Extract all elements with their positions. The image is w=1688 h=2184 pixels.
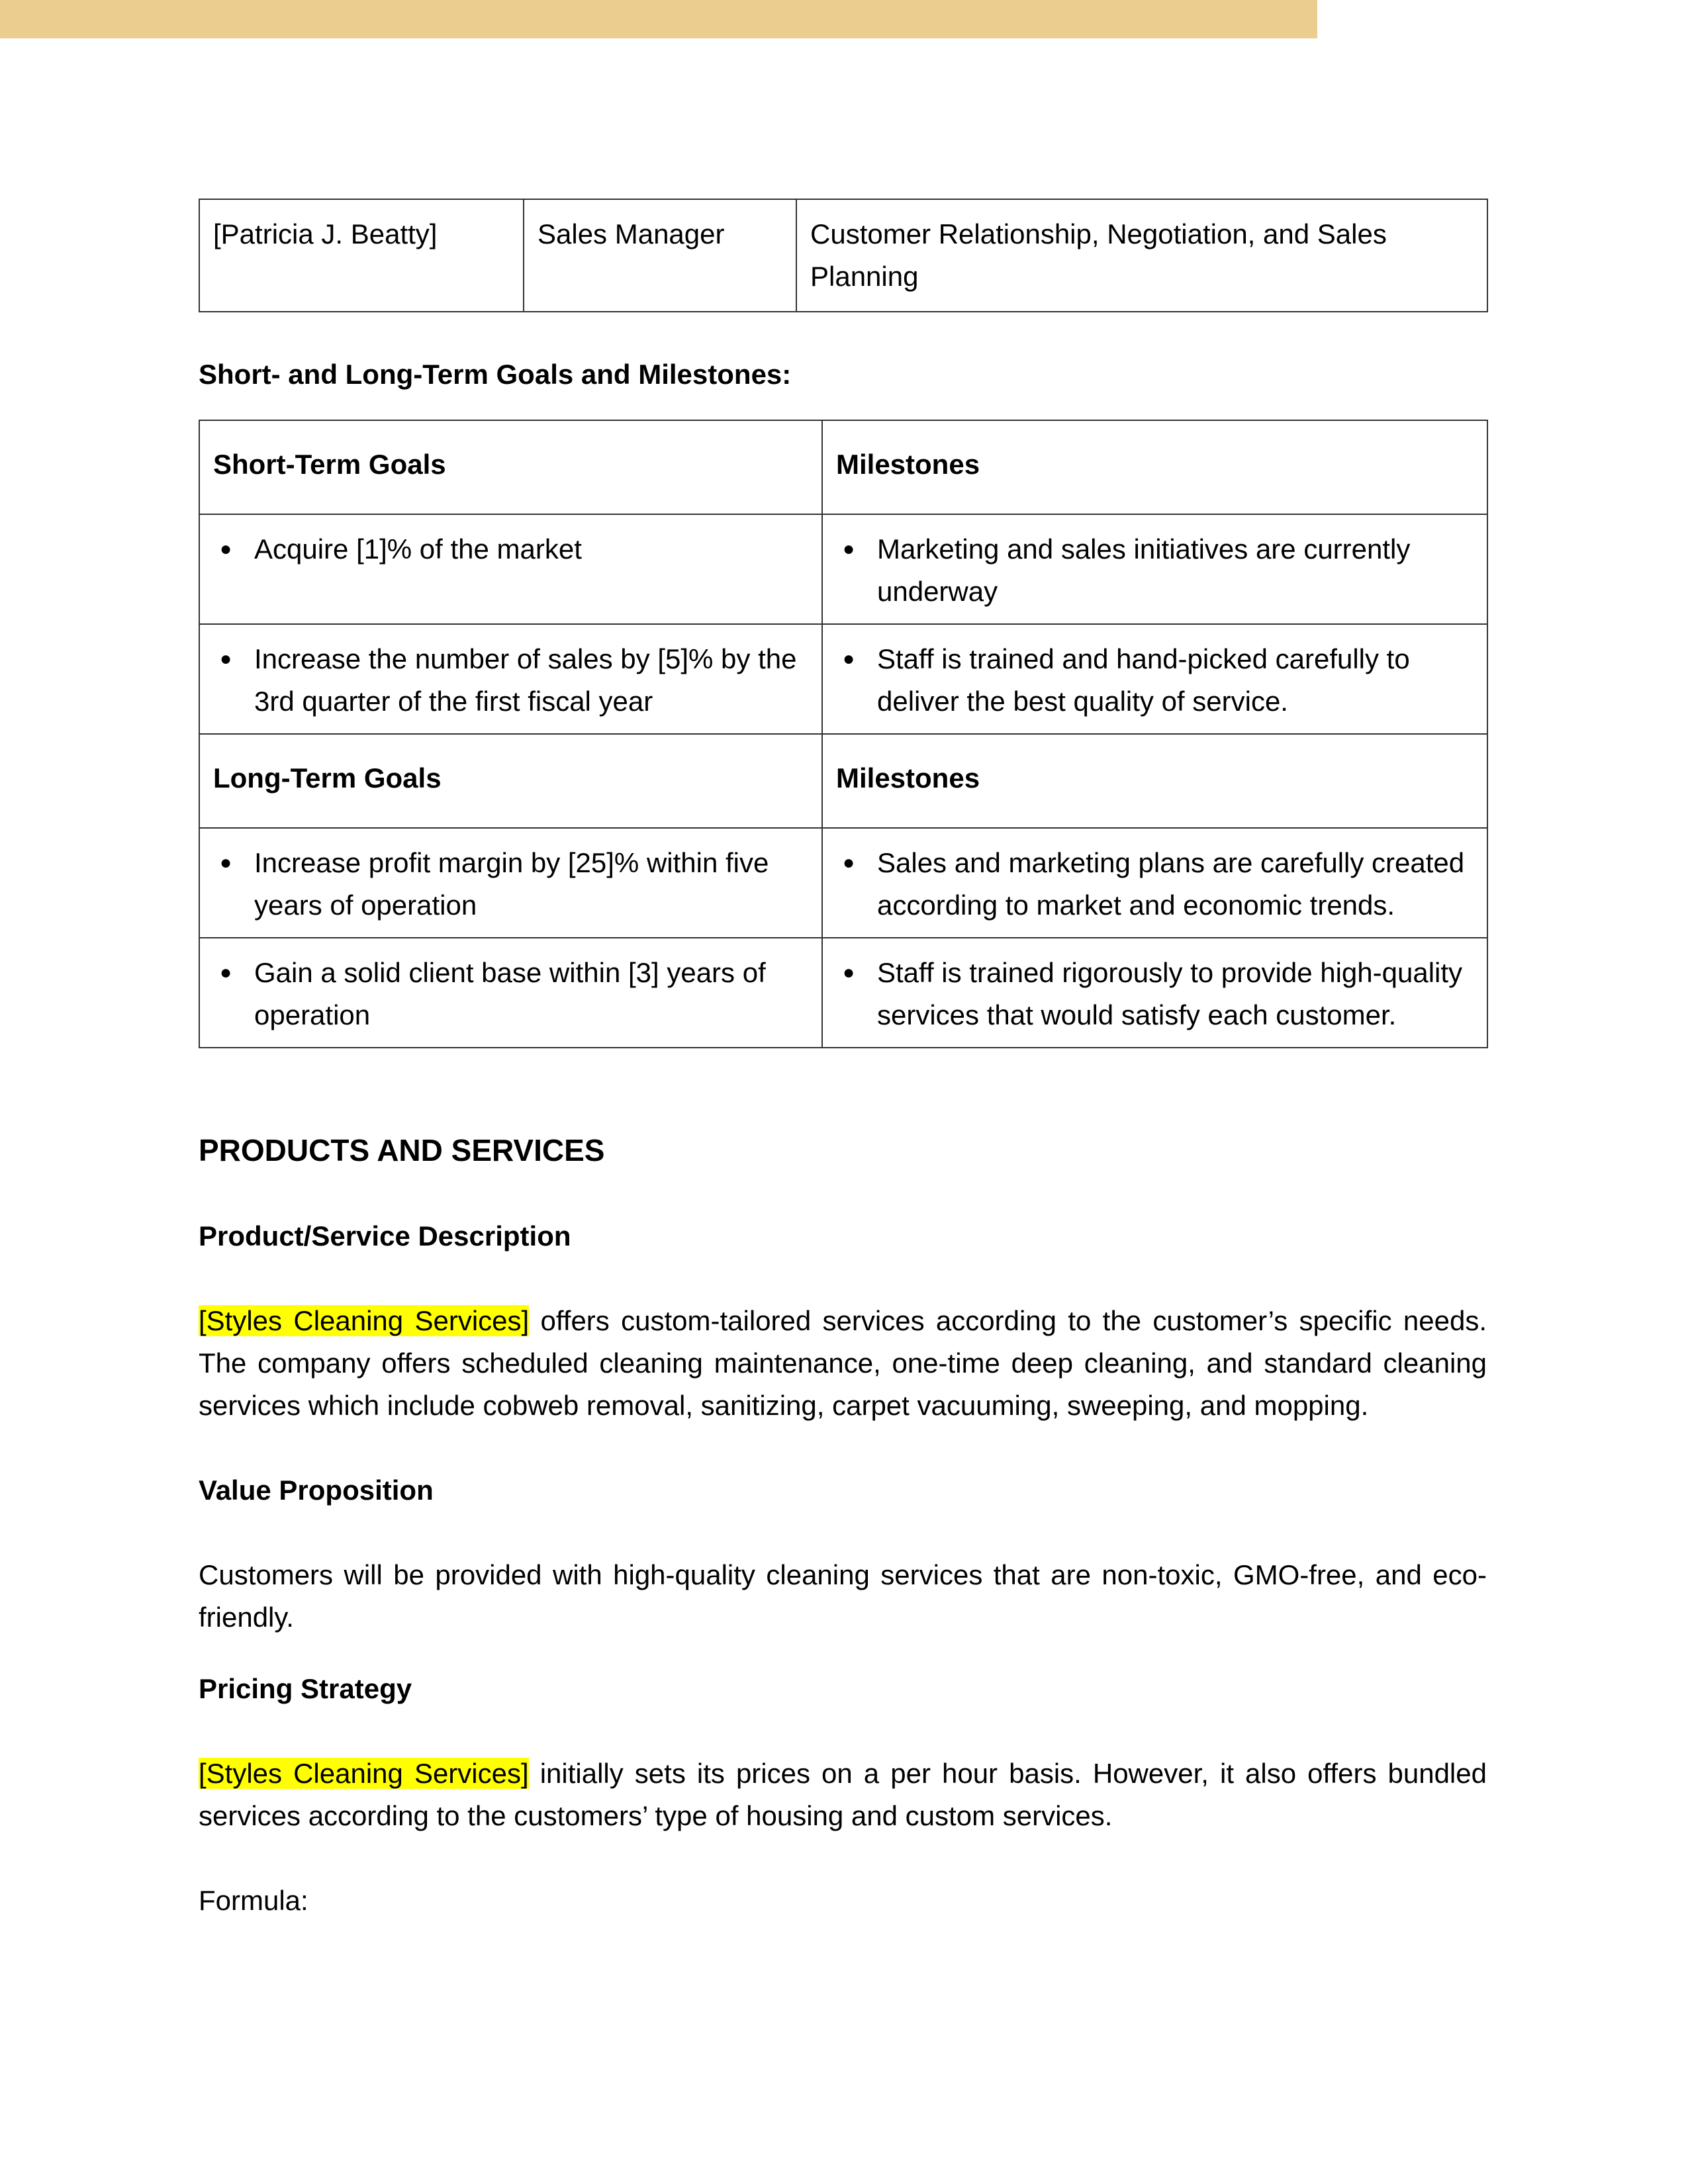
bullet-icon: ●	[843, 538, 855, 560]
team-table	[199, 199, 1488, 312]
bullet-icon: ●	[220, 648, 232, 670]
bullet-icon: ●	[220, 538, 232, 560]
bullet-icon: ●	[220, 962, 232, 983]
bullet-icon: ●	[843, 962, 855, 983]
goals-heading: Short- and Long-Term Goals and Milestones:	[199, 359, 792, 390]
long-term-goals-header: Long-Term Goals	[199, 734, 822, 828]
list-item	[213, 842, 808, 927]
list-item	[836, 842, 1474, 927]
table-row	[199, 624, 1487, 734]
product-description-label: Product/Service Description	[199, 1220, 571, 1251]
goal-text: Gain a solid client base within [3] years of operation	[254, 957, 766, 1030]
table-row	[199, 199, 1487, 312]
table-row	[199, 938, 1487, 1048]
pricing-strategy-text	[199, 1752, 1487, 1837]
list-item	[213, 528, 808, 570]
bullet-icon: ●	[843, 648, 855, 670]
milestone-text: Staff is trained and hand-picked carefully to deliver the best quality of service.	[877, 643, 1410, 717]
table-row	[199, 514, 1487, 624]
formula-label: Formula:	[199, 1885, 308, 1916]
product-description-text	[199, 1300, 1487, 1427]
milestone-text: Marketing and sales initiatives are currently underway	[877, 533, 1411, 607]
table-header-row	[199, 420, 1487, 514]
milestones-header: Milestones	[822, 420, 1487, 514]
goals-table	[199, 420, 1488, 1048]
list-item	[213, 952, 808, 1036]
goal-text: Acquire [1]% of the market	[254, 533, 582, 565]
bullet-icon: ●	[843, 852, 855, 874]
milestones-header: Milestones	[822, 734, 1487, 828]
goal-text: Increase the number of sales by [5]% by the 3rd quarter of the first fiscal year	[254, 643, 797, 717]
milestone-text: Staff is trained rigorously to provide high-quality services that would satisfy each customer.	[877, 957, 1463, 1030]
company-name-highlight: [Styles Cleaning Services]	[199, 1758, 529, 1789]
list-item	[836, 952, 1474, 1036]
team-member-name: [Patricia J. Beatty]	[199, 199, 524, 312]
products-section-title: PRODUCTS AND SERVICES	[199, 1133, 605, 1167]
short-term-goals-header: Short-Term Goals	[199, 420, 822, 514]
goal-text: Increase profit margin by [25]% within five years of operation	[254, 847, 769, 921]
pricing-strategy-body: initially sets its prices on a per hour basis. However, it also offers bundled services according to the customers’ type of housing and custom services.	[199, 1758, 1487, 1831]
list-item	[213, 638, 808, 723]
value-proposition-label: Value Proposition	[199, 1475, 434, 1506]
table-row	[199, 828, 1487, 938]
list-item	[836, 638, 1474, 723]
milestone-text: Sales and marketing plans are carefully created according to market and economic trends.	[877, 847, 1465, 921]
table-header-row	[199, 734, 1487, 828]
company-name-highlight: [Styles Cleaning Services]	[199, 1305, 530, 1336]
pricing-strategy-label: Pricing Strategy	[199, 1673, 412, 1704]
bullet-icon: ●	[220, 852, 232, 874]
document-page	[199, 199, 1487, 1922]
list-item	[836, 528, 1474, 613]
header-accent-bar	[0, 0, 1317, 38]
team-member-skills: Customer Relationship, Negotiation, and Sales Planning	[796, 199, 1487, 312]
value-proposition-text: Customers will be provided with high-quality cleaning services that are non-toxic, GMO-free, and eco-friendly.	[199, 1559, 1487, 1633]
product-description-body: offers custom-tailored services according to the customer’s specific needs. The company offers scheduled cleaning maintenance, one-time deep cleaning, and standard cleaning services which include cobweb removal, sanitizing, carpet vacuuming, sweeping, and mopping.	[199, 1305, 1487, 1421]
team-member-role: Sales Manager	[524, 199, 796, 312]
